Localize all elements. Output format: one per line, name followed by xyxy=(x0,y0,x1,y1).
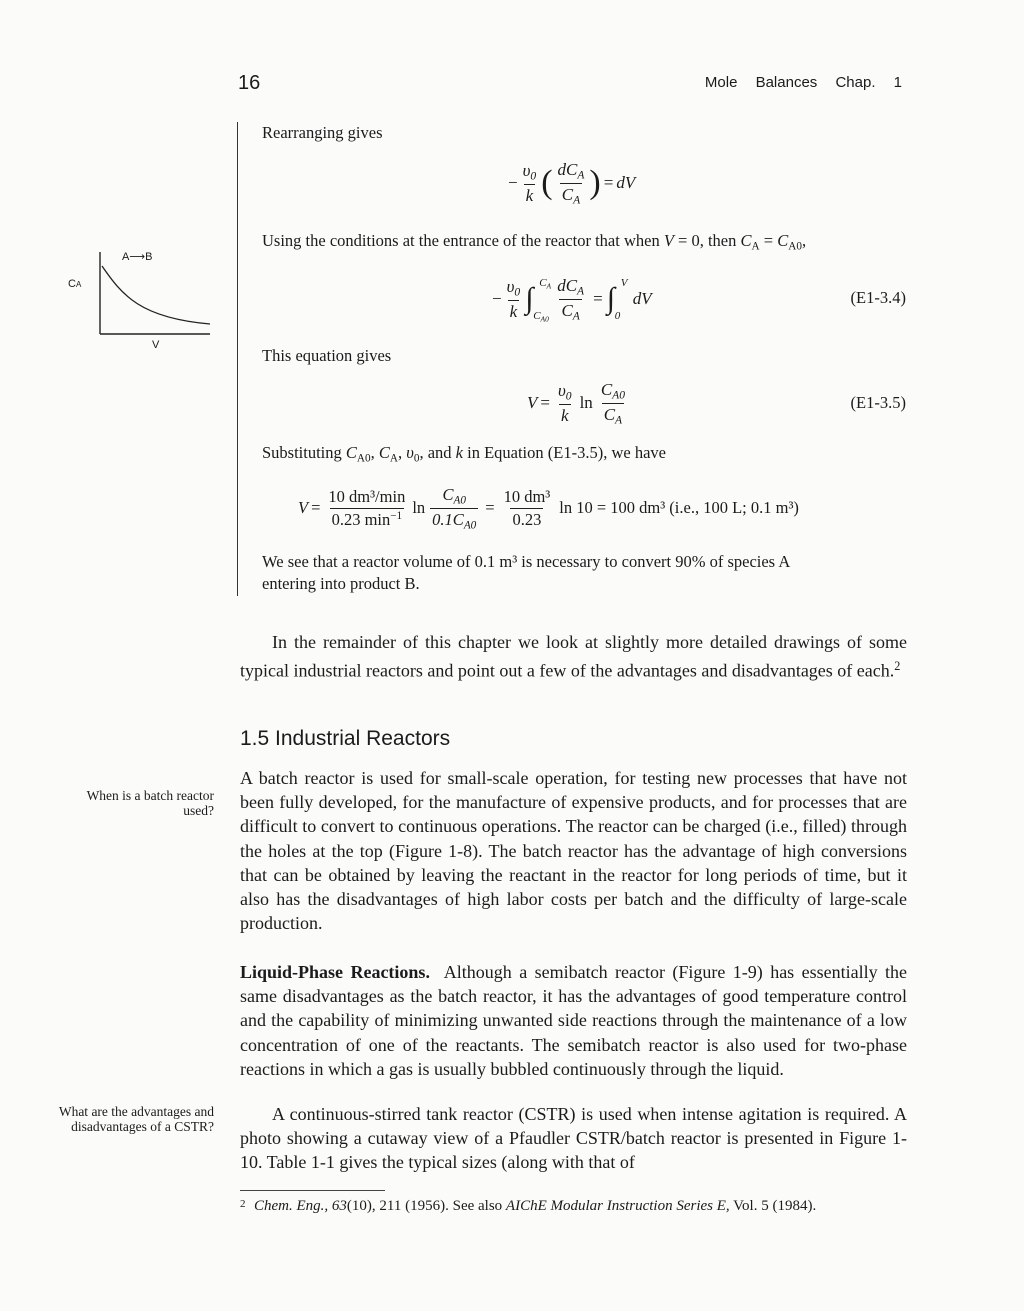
example-rearranging-text: Rearranging gives xyxy=(262,123,383,142)
sketch-y-axis-label: CA xyxy=(68,278,82,290)
section-title: Industrial Reactors xyxy=(275,727,451,750)
example-substituting-text: Substituting $C_{A0}$, $C_A$, $\upsilon_0$, and k in Equation (E1-3.5), we have xyxy=(262,443,666,465)
sketch-reaction-label: A⟶B xyxy=(122,251,153,263)
footnote: 2 Chem. Eng., 63(10), 211 (1956). See also AIChE Modular Instruction Series E, Vol. 5 (1984). xyxy=(240,1197,907,1217)
example-conclusion-line-2: entering into product B. xyxy=(262,574,420,593)
equation-number-e1-3-5: (E1-3.5) xyxy=(850,393,906,412)
example-box-rule xyxy=(237,122,238,596)
sketch-x-axis-label: V xyxy=(152,339,160,351)
run-in-heading: Liquid-Phase Reactions. xyxy=(240,962,430,982)
integral-sign: ∫ $C_A$ $C_{A0}$ xyxy=(525,277,552,324)
margin-note-batch: When is a batch reactor used? xyxy=(86,788,214,818)
section-number: 1.5 xyxy=(240,727,270,750)
equation-e1-3-4: − $\frac{\upsilon_0}{k}$ ∫ $C_A$ $C_{A0}$ $\frac{dC_A}{C_A}$ = ∫ V 0 dV xyxy=(492,276,652,324)
margin-note-cstr: What are the advantages and disadvantages of a CSTR? xyxy=(58,1104,214,1134)
example-conclusion-line-1: We see that a reactor volume of 0.1 m³ is necessary to convert 90% of species A xyxy=(262,552,791,571)
concentration-volume-sketch xyxy=(60,240,230,355)
equation-e1-3-5: V = $\frac{\upsilon_0}{k}$ ln $\frac{C_{A0}}{C_A}$ xyxy=(527,380,625,427)
example-conditions-text: Using the conditions at the entrance of the reactor that when V = 0, then $C_A = C_{A0}$, xyxy=(262,231,807,253)
equation-rearranged: − $\frac{\upsilon_0}{k}$ ( $\frac{dC_A}{C_A}$ ) = dV xyxy=(508,160,636,207)
cstr-paragraph: A continuous-stirred tank reactor (CSTR) is used when intense agitation is required. A photo showing a cutaway view of a Pfaudler CSTR/batch reactor is presented in Figure 1-10. Table 1-1 gives the typical sizes (along with that of xyxy=(240,1104,907,1173)
minus-sign: − xyxy=(508,173,518,193)
footnote-reference[interactable]: 2 xyxy=(894,659,901,674)
running-head: Mole Balances Chap. 1 xyxy=(704,74,902,91)
footnote-number: 2 xyxy=(240,1198,246,1210)
equation-number-e1-3-4: (E1-3.4) xyxy=(850,288,906,307)
intro-paragraph: In the remainder of this chapter we look at slightly more detailed drawings of some typical industrial reactors and point out a few of the advantages and disadvantages of each.$^2$ xyxy=(240,632,907,681)
batch-reactor-paragraph: A batch reactor is used for small-scale operation, for testing new processes that have not been fully developed, for the manufacture of expensive products, and for processes that are difficult to convert to continuous operations. The reactor can be charged (i.e., filled) through the holes at the top (Figure 1-8). The batch reactor has the advantage of high conversions that can be obtained by leaving the reactant in the reactor for long periods of time, but it also has the disadvantages of high labor costs per batch and the difficulty of large-scale production. xyxy=(240,768,907,934)
left-paren: ( xyxy=(541,164,553,202)
page-number: 16 xyxy=(238,72,261,94)
example-gives-text: This equation gives xyxy=(262,346,392,365)
fraction-dca-over-ca: $\frac{dC_A}{C_A}$ xyxy=(557,160,585,207)
footnote-rule xyxy=(240,1190,385,1191)
section-heading xyxy=(240,727,450,751)
liquid-phase-paragraph: Liquid-Phase Reactions. Although a semibatch reactor (Figure 1-9) has essentially the same disadvantages as the batch reactor, it has the advantages of good temperature control and the capability of minimizing unwanted side reactions through the maintenance of a low concentration of one of the reactants. The semibatch reactor is also used for two-phase reactions in which a gas is usually bubbled continuously through the liquid. xyxy=(240,962,907,1079)
right-paren: ) xyxy=(589,164,601,202)
equation-numeric-calculation: V = $\frac{\text{10 dm³/min}}{0.23 \min^{-1}}$ ln $\frac{C_{A0}}{0.1C_{A0}}$ = $\frac{\text{10 dm³}}{0.23}$ ln 10 = 100 dm³ (i.e., 100 L; 0.1 m³) xyxy=(298,485,799,532)
fraction-v0-over-k: $\frac{\upsilon_0}{k}$ xyxy=(522,160,537,205)
integral-sign: ∫ V 0 xyxy=(606,277,628,323)
